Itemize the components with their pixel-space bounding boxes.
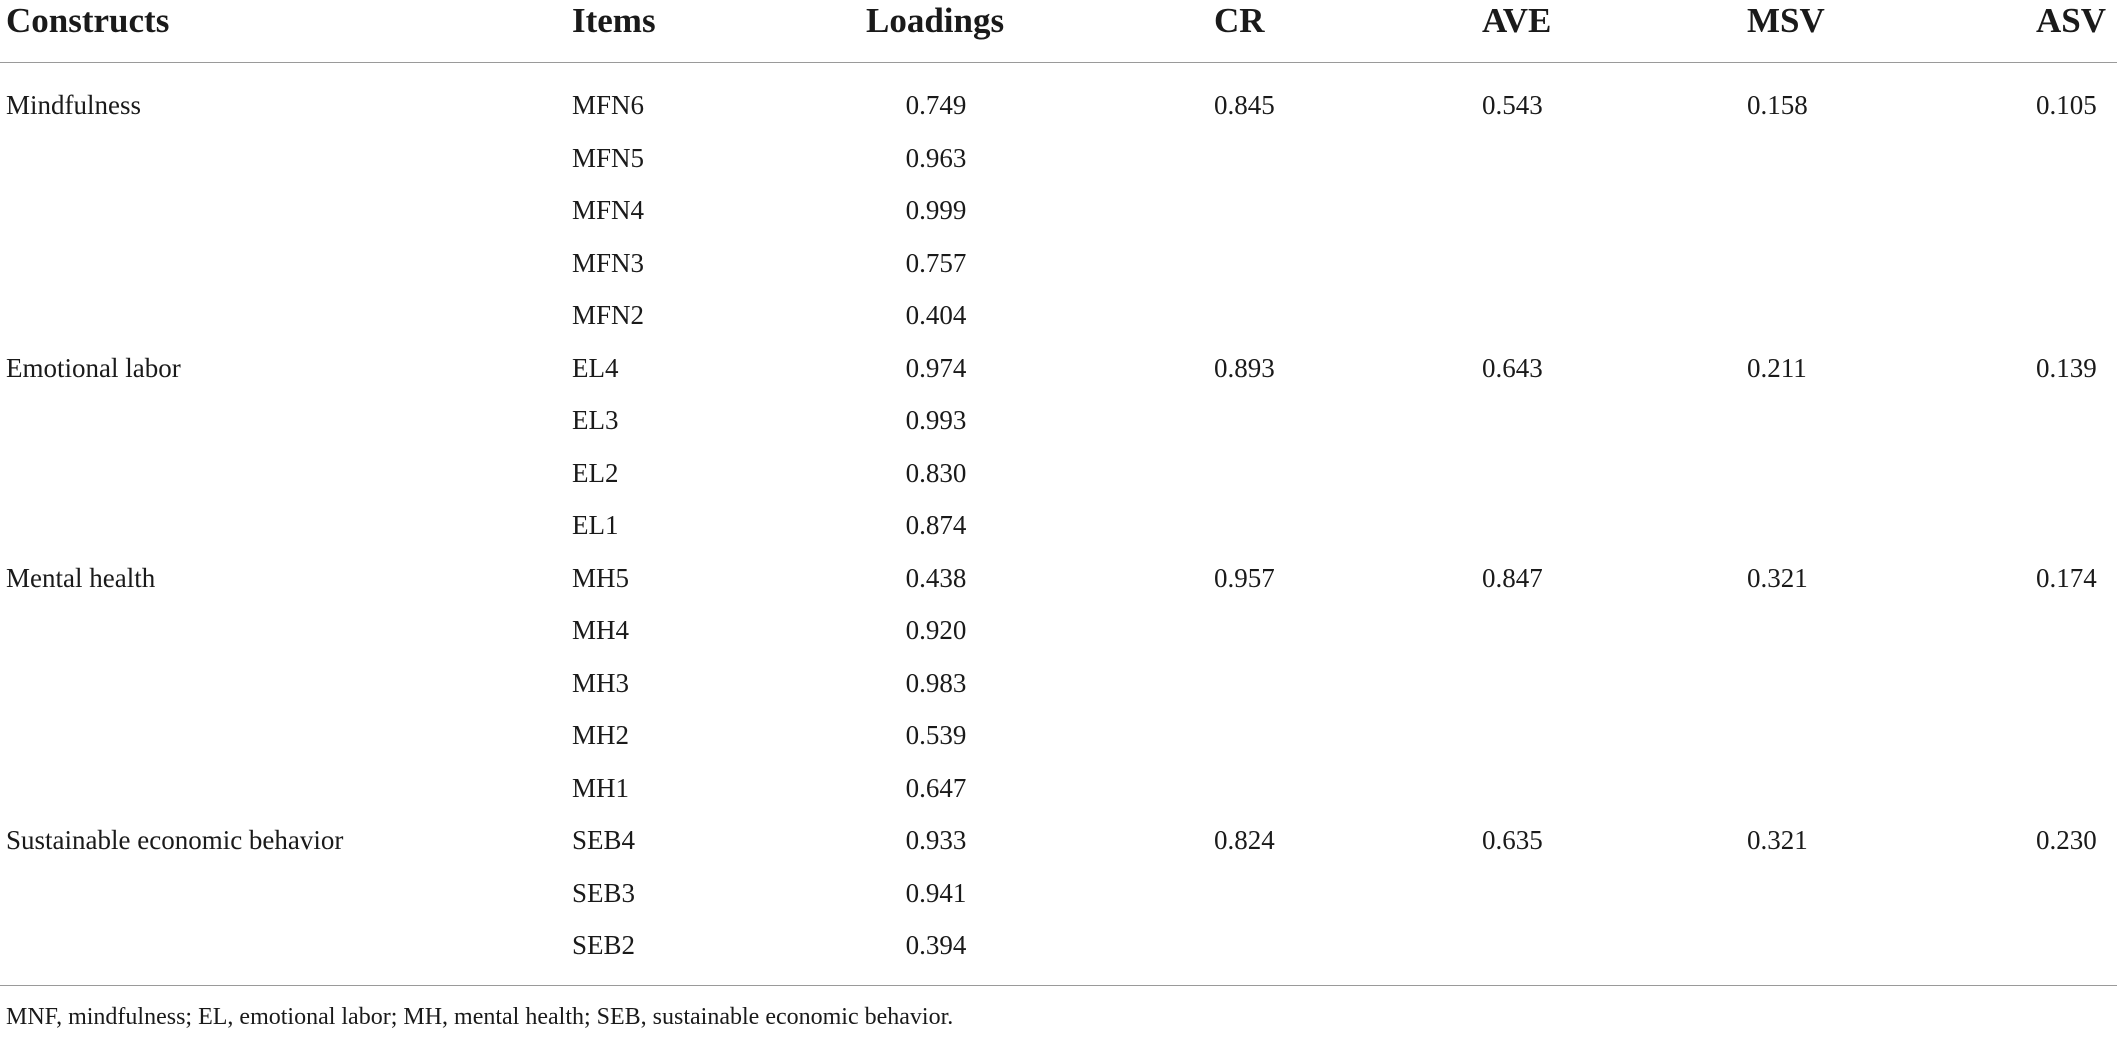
cell-item: MH2 [572,720,630,750]
table-row [0,903,2117,960]
cell-construct: Sustainable economic behavior [6,825,344,855]
cell-asv: 0.139 [2036,352,2097,383]
header-cr: CR [1214,1,1265,40]
cell-item: SEB4 [572,825,636,855]
cell-cr: 0.893 [1214,352,1275,383]
cell-asv: 0.230 [2036,825,2097,855]
cell-loading: 0.539 [905,720,967,750]
cell-item: MFN5 [572,142,645,173]
cell-item: MH5 [572,562,630,593]
cell-ave: 0.543 [1482,90,1543,120]
table-body [0,63,2117,960]
cell-loading: 0.749 [905,90,967,120]
table-row [0,483,2117,540]
cell-item: MFN6 [572,90,645,120]
table-row [0,168,2117,225]
header-asv: ASV [2036,1,2107,40]
cell-item: MFN3 [572,247,645,278]
cell-item: MFN2 [572,300,645,330]
table-row [0,431,2117,488]
cell-ave: 0.643 [1482,352,1543,383]
table-row [0,746,2117,803]
cell-asv: 0.174 [2036,562,2097,593]
cell-loading: 0.404 [905,300,967,330]
header-msv: MSV [1747,1,1825,40]
cell-msv: 0.158 [1747,90,1808,120]
cell-item: MH4 [572,615,630,645]
table-row [0,116,2117,173]
cell-loading: 0.920 [905,615,967,645]
cell-loading: 0.647 [905,772,967,803]
cell-asv: 0.105 [2036,90,2097,120]
cell-loading: 0.757 [905,247,967,278]
cell-loading: 0.983 [905,667,967,698]
cell-loading: 0.993 [905,405,967,435]
cell-loading: 0.874 [905,510,967,540]
cell-msv: 0.321 [1747,562,1808,593]
cell-loading: 0.394 [905,930,967,960]
cell-ave: 0.847 [1482,562,1543,593]
header-ave: AVE [1482,1,1552,40]
cell-item: MH3 [572,667,630,698]
cell-loading: 0.933 [905,825,967,855]
table-row [0,378,2117,435]
cell-item: EL2 [572,457,619,488]
table-row [0,798,2117,855]
cell-loading: 0.438 [905,562,967,593]
cell-construct: Mindfulness [6,90,141,120]
cell-ave: 0.635 [1482,825,1543,855]
cell-cr: 0.957 [1214,562,1275,593]
table-row [0,693,2117,750]
table-row [0,326,2117,383]
table-row [0,641,2117,698]
header-items: Items [572,1,656,40]
cell-item: SEB2 [572,930,636,960]
table-row [0,63,2117,120]
cell-msv: 0.321 [1747,825,1808,855]
table-row [0,221,2117,278]
cell-item: SEB3 [572,877,636,908]
table-row [0,588,2117,645]
cell-item: EL1 [572,510,619,540]
table-header-row [0,0,2117,63]
cell-loading: 0.963 [905,142,967,173]
cell-cr: 0.824 [1214,825,1275,855]
cell-item: EL3 [572,405,619,435]
header-loadings: Loadings [866,1,1005,40]
cell-item: MH1 [572,772,630,803]
cell-loading: 0.941 [905,877,967,908]
table-bottom-rule [0,985,2117,986]
cell-loading: 0.830 [905,457,967,488]
cell-construct: Emotional labor [6,352,181,383]
cell-item: MFN4 [572,195,645,225]
cell-item: EL4 [572,352,619,383]
cell-loading: 0.974 [905,352,967,383]
cell-msv: 0.211 [1747,352,1807,383]
table-row [0,273,2117,330]
cell-cr: 0.845 [1214,90,1275,120]
cell-loading: 0.999 [905,195,967,225]
cell-construct: Mental health [6,562,156,593]
header-constructs: Constructs [6,1,170,40]
table-row [0,536,2117,593]
table-footnote: MNF, mindfulness; EL, emotional labor; MH, mental health; SEB, sustainable economic behavior. [6,1004,954,1030]
table-row [0,851,2117,908]
